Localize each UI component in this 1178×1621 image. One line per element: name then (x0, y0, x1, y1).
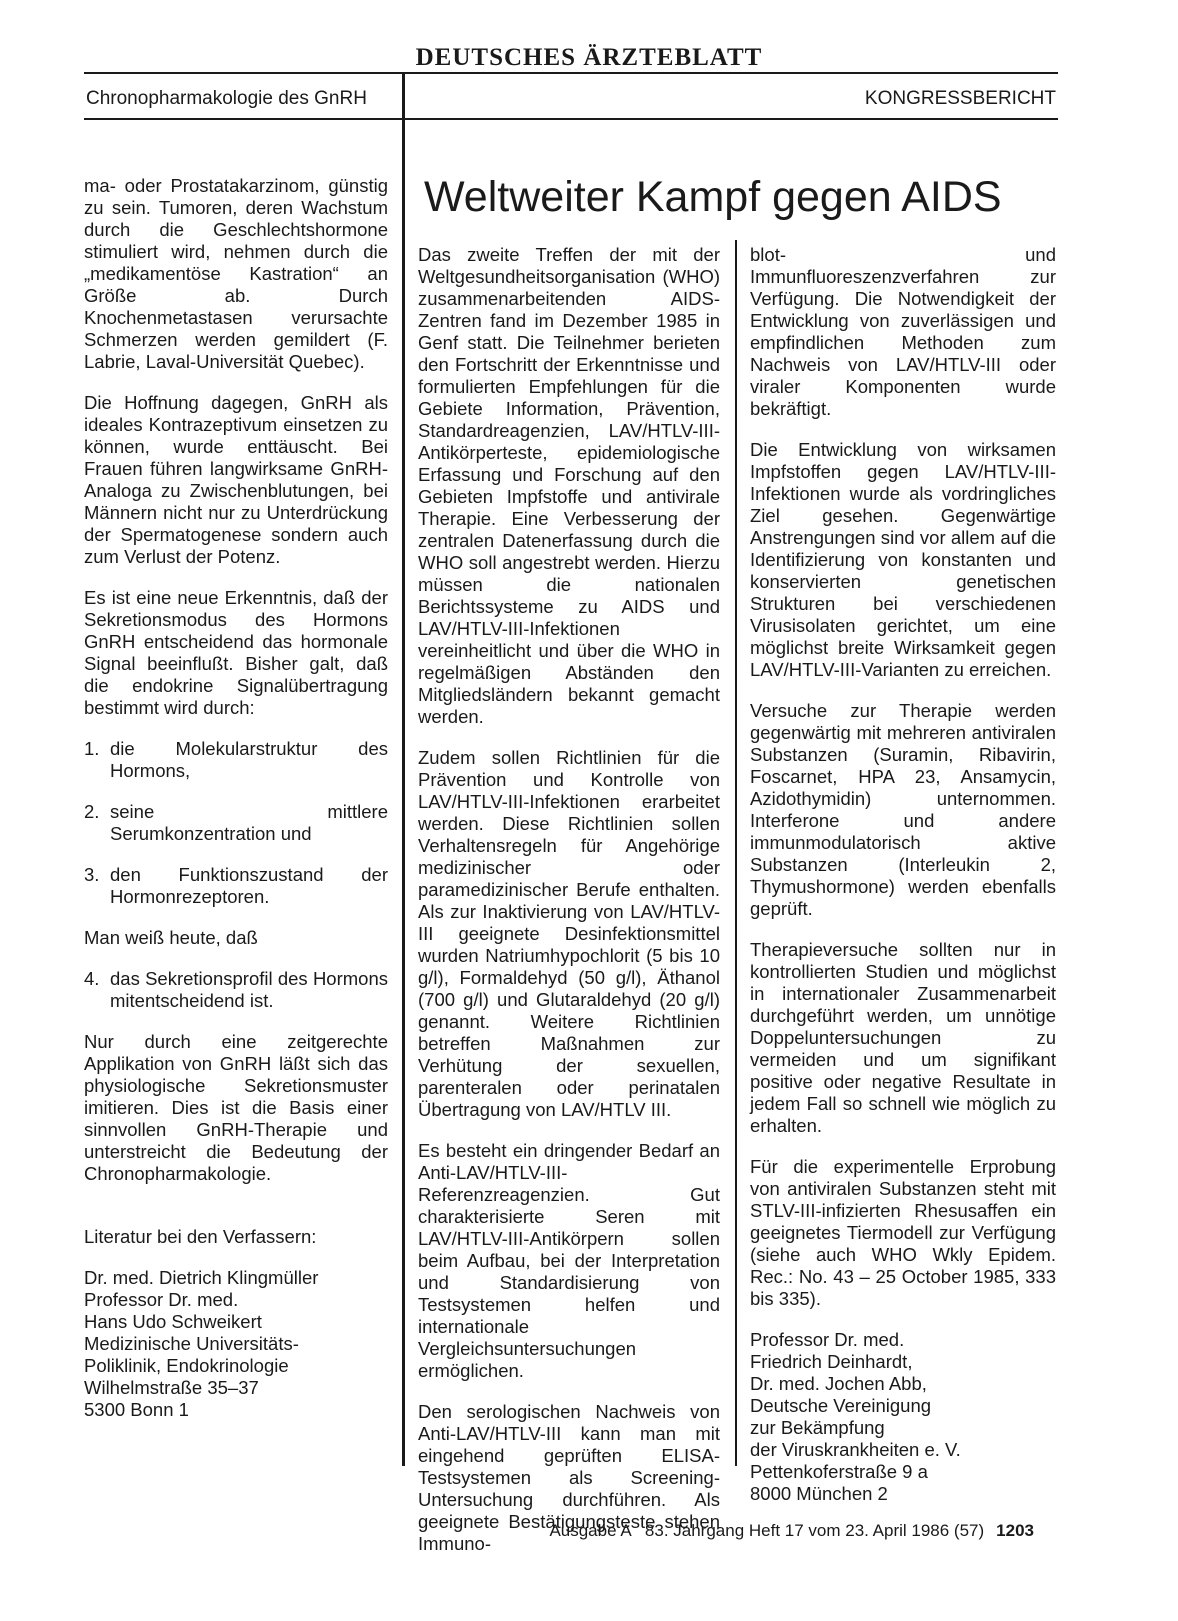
list-text: das Sekretionsprofil des Hormons mitentscheidend ist. (110, 968, 388, 1011)
masthead: DEUTSCHES ÄRZTEBLATT (415, 44, 763, 71)
address-line: Dr. med. Dietrich Klingmüller (84, 1267, 319, 1288)
address-line: Dr. med. Jochen Abb, (750, 1373, 927, 1394)
list-text: die Molekularstruktur des Hormons, (110, 738, 388, 781)
secretion-profile-list (84, 968, 388, 1012)
paragraph: Für die experimentelle Erprobung von antiviralen Substanzen steht mit STLV-III-infizierten Rhesusaffen ein geeignetes Tiermodell zur Verfügung (siehe auch WHO Wkly Epidem. Rec.: No. 43 – 25 October 1985, 333 bis 335). (750, 1156, 1056, 1309)
address-line: der Viruskrankheiten e. V. (750, 1439, 961, 1460)
paragraph: Nur durch eine zeitgerechte Applikation von GnRH läßt sich das physiologische Sekretionsmuster imitieren. Dies ist die Basis einer sinnvollen GnRH-Therapie und unterstreicht die Bedeutung der Chronopharmakologie. (84, 1031, 388, 1184)
address-line: Medizinische Universitäts- (84, 1333, 299, 1354)
paragraph: Den serologischen Nachweis von Anti-LAV/HTLV-III kann man mit eingehend geprüften ELISA-Testsystemen als Screening-Untersuchung durchführen. Als geeignete Bestätigungsteste stehen Immuno- (418, 1401, 720, 1554)
article-title: Weltweiter Kampf gegen AIDS (424, 173, 1002, 221)
address-line: Wilhelmstraße 35–37 (84, 1377, 259, 1398)
list-item (84, 738, 388, 782)
address-line: Friedrich Deinhardt, (750, 1351, 913, 1372)
paragraph: Das zweite Treffen der mit der Weltgesundheitsorganisation (WHO) zusammenarbeitenden AIDS-Zentren fand im Dezember 1985 in Genf statt. Die Teilnehmer berieten den Fortschritt der Erkenntnisse und formulierten Empfehlungen für die Gebiete Information, Prävention, Standardreagenzien, LAV/HTLV-III-Antikörperteste, epidemiologische Erfassung und Forschung auf den Gebieten Impfstoffe und antivirale Therapie. Eine Verbesserung der zentralen Datenerfassung durch die WHO soll angestrebt werden. Hierzu müssen die nationalen Berichtssysteme zu AIDS und LAV/HTLV-III-Infektionen vereinheitlicht und über die WHO in regelmäßigen Abständen den Mitgliedsländern bekannt gemacht werden. (418, 244, 720, 727)
paragraph: Zudem sollen Richtlinien für die Prävention und Kontrolle von LAV/HTLV-III-Infektionen erarbeitet werden. Diese Richtlinien sollen Verhaltensregeln für Angehörige medizinischer oder paramedizinischer Berufe enthalten. Als zur Inaktivierung von LAV/HTLV-III geeignete Desinfektionsmittel wurden Natriumhypochlorit (5 bis 10 g/l), Formaldehyd (50 g/l), Äthanol (700 g/l) und Glutaraldehyd (20 g/l) genannt. Weitere Richtlinien betreffen Maßnahmen zur Verhütung der sexuellen, parenteralen oder perinatalen Übertragung von LAV/HTLV III. (418, 747, 720, 1120)
address-line: 5300 Bonn 1 (84, 1399, 189, 1420)
author-address (750, 1329, 1056, 1505)
address-line: Pettenkoferstraße 9 a (750, 1461, 928, 1482)
page-number: 1203 (996, 1521, 1034, 1540)
list-number: 3. (84, 864, 100, 885)
paragraph: Man weiß heute, daß (84, 927, 258, 948)
article-column-1 (418, 244, 720, 1555)
column-divider-main (402, 74, 405, 1466)
list-number: 2. (84, 801, 100, 822)
address-line: Hans Udo Schweikert (84, 1311, 262, 1332)
list-text: seine mittlere Serumkonzentration und (110, 801, 388, 844)
page-footer (549, 1521, 1034, 1541)
literature-note: Literatur bei den Verfassern: (84, 1226, 317, 1247)
hormone-factor-list (84, 738, 388, 908)
address-line: Poliklinik, Endokrinologie (84, 1355, 289, 1376)
paragraph: Die Entwicklung von wirksamen Impfstoffen gegen LAV/HTLV-III-Infektionen wurde als vordringliches Ziel gesehen. Gegenwärtige Anstrengungen sind vor allem auf die Identifizierung von konstanten und konservierten genetischen Strukturen bei verschiedenen Virusisolaten gerichtet, um eine möglichst breite Wirksamkeit gegen LAV/HTLV-III-Varianten zu erreichen. (750, 439, 1056, 680)
address-line: zur Bekämpfung (750, 1417, 885, 1438)
paragraph: Die Hoffnung dagegen, GnRH als ideales Kontrazeptivum einsetzen zu können, wurde enttäuscht. Bei Frauen führen langwirksame GnRH-Analoga zu Zwischenblutungen, bei Männern nicht nur zu Unterdrückung der Spermatogenese sondern auch zum Verlust der Potenz. (84, 392, 388, 567)
paragraph: Versuche zur Therapie werden gegenwärtig mit mehreren antiviralen Substanzen (Suramin, Ribavirin, Foscarnet, HPA 23, Ansamycin, Azidothymidin) unternommen. Interferone und andere immunmodulatorisch aktive Substanzen (Interleukin 2, Thymushormone) werden ebenfalls geprüft. (750, 700, 1056, 919)
column-divider-article (735, 240, 737, 1466)
list-item (84, 801, 388, 845)
list-item (84, 864, 388, 908)
paragraph: Es ist eine neue Erkenntnis, daß der Sekretionsmodus des Hormons GnRH entscheidend das hormonale Signal beeinflußt. Bisher galt, daß die endokrine Signalübertragung bestimmt wird durch: (84, 587, 388, 718)
address-line: Professor Dr. med. (84, 1289, 239, 1310)
paragraph: ma- oder Prostatakarzinom, günstig zu sein. Tumoren, deren Wachstum durch die Geschlechtshormone stimuliert wird, nehmen durch die „medikamentöse Kastration“ an Größe ab. Durch Knochenmetastasen verursachte Schmerzen werden gemildert (F. Labrie, Laval-Universität Quebec). (84, 175, 388, 372)
list-item (84, 968, 388, 1012)
masthead-rule (84, 72, 1058, 74)
address-line: Professor Dr. med. (750, 1329, 905, 1350)
running-head-left: Chronopharmakologie des GnRH (86, 88, 367, 109)
article-column-2 (750, 244, 1056, 1505)
list-number: 4. (84, 968, 100, 989)
address-line: Deutsche Vereinigung (750, 1395, 932, 1416)
header-rule (84, 118, 1058, 120)
issue-info: Ausgabe A 83. Jahrgang Heft 17 vom 23. April 1986 (57) (549, 1521, 985, 1540)
paragraph: Es besteht ein dringender Bedarf an Anti-LAV/HTLV-III-Referenzreagenzien. Gut charakterisierte Seren mit LAV/HTLV-III-Antikörpern sollen beim Aufbau, bei der Interpretation und Standardisierung von Testsystemen helfen und internationale Vergleichsuntersuchungen ermöglichen. (418, 1140, 720, 1381)
address-line: 8000 München 2 (750, 1483, 888, 1504)
paragraph: blot- und Immunfluoreszenzverfahren zur Verfügung. Die Notwendigkeit der Entwicklung von zuverlässigen und empfindlichen Methoden zum Nachweis von LAV/HTLV-III oder viraler Komponenten wurde bekräftigt. (750, 244, 1056, 419)
author-address (84, 1267, 388, 1421)
list-number: 1. (84, 738, 100, 759)
paragraph: Therapieversuche sollten nur in kontrollierten Studien und möglichst in internationaler Zusammenarbeit durchgeführt werden, um unnötige Doppeluntersuchungen zu vermeiden und um signifikant positive oder negative Resultate in jedem Fall so schnell wie möglich zu erhalten. (750, 939, 1056, 1136)
running-head-right: KONGRESSBERICHT (864, 88, 1056, 109)
list-text: den Funktionszustand der Hormonrezeptoren. (110, 864, 388, 907)
left-column (84, 175, 388, 1421)
